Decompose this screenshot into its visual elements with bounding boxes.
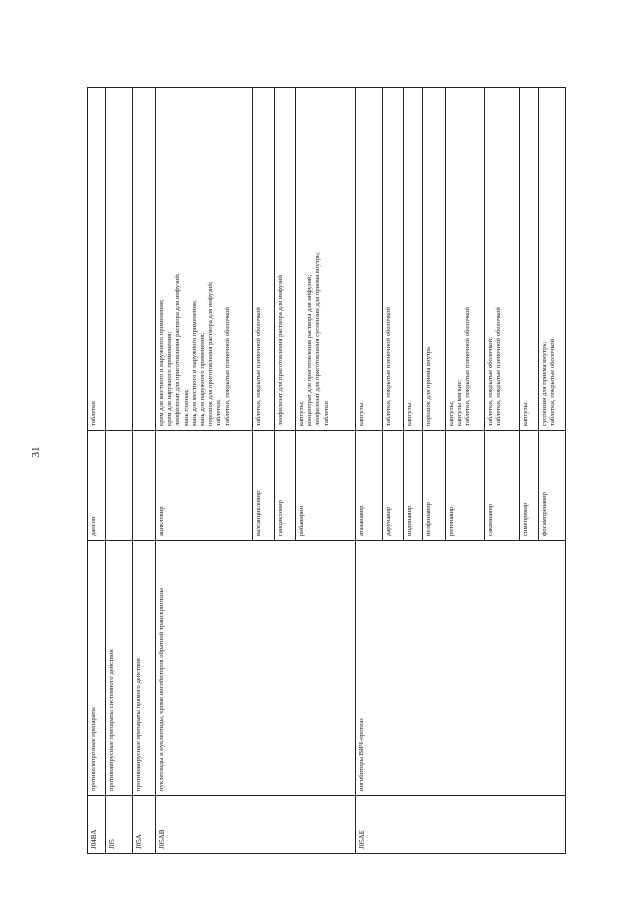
dosage-form-cell: таблетки, покрытые пленочной оболочкой — [383, 88, 404, 431]
inn-cell: фосампренавир — [539, 431, 566, 541]
atc-code-cell: J05 — [106, 796, 133, 854]
dosage-form-cell: порошок для приема внутрь — [423, 88, 446, 431]
dosage-form-cell: суспензия для приема внутрь; таблетки, покрытые оболочкой — [539, 88, 566, 431]
inn-cell: саквинавир — [485, 431, 520, 541]
inn-cell — [133, 431, 156, 541]
dosage-form-cell: таблетки, покрытые пленочной оболочкой — [253, 88, 275, 431]
dosage-form-cell — [133, 88, 156, 431]
inn-cell: нелфинавир — [423, 431, 446, 541]
dosage-form-cell: таблетки, покрытые оболочкой; таблетки, покрытые пленочной оболочкой — [485, 88, 520, 431]
page-number: 31 — [30, 446, 42, 458]
inn-cell: индинавир — [404, 431, 423, 541]
dosage-form-cell: капсулы; капсулы мягкие; таблетки, покрытые пленочной оболочкой — [446, 88, 485, 431]
table-row — [133, 88, 156, 854]
table-row — [106, 88, 133, 854]
inn-cell: дапсон — [88, 431, 106, 541]
inn-cell: рибавирин — [296, 431, 356, 541]
atc-code-cell: J05AE — [356, 796, 566, 854]
inn-cell: симепревир — [520, 431, 539, 541]
group-cell: ингибиторы ВИЧ-протеаз — [356, 541, 566, 796]
table-row — [156, 88, 253, 854]
rotated-table-wrapper — [87, 88, 557, 854]
dosage-form-cell: капсулы; концентрат для приготовления раствора для инфузий; лиофилизат для приготовления суспензии для приема внутрь; таблетки — [296, 88, 356, 431]
inn-cell: атазанавир — [356, 431, 383, 541]
dosage-form-cell: капсулы — [404, 88, 423, 431]
inn-cell: дарунавир — [383, 431, 404, 541]
table-row — [88, 88, 106, 854]
table-frame — [87, 88, 557, 854]
inn-cell: ацикловир — [156, 431, 253, 541]
dosage-form-cell: капсулы — [520, 88, 539, 431]
dosage-form-cell: крем для местного и наружного применения; крем для наружного применения; лиофилизат для приготовления раствора для инфузий; мазь глазная; мазь для местного и наружного применения; мазь для наружного применения; порошок для приготовления раствора для инфузий; таблетки; таблетки, покрытые пленочной оболочкой — [156, 88, 253, 431]
drug-classification-table — [87, 87, 566, 854]
group-cell: противовирусные препараты системного действия — [106, 541, 133, 796]
inn-cell: валганцикловир — [253, 431, 275, 541]
atc-code-cell: J05A — [133, 796, 156, 854]
table-row — [356, 88, 383, 854]
atc-code-cell: J04BA — [88, 796, 106, 854]
inn-cell — [106, 431, 133, 541]
atc-code-cell: J05AB — [156, 796, 356, 854]
group-cell: противовирусные препараты прямого действия — [133, 541, 156, 796]
inn-cell: ритонавир — [446, 431, 485, 541]
dosage-form-cell: таблетки — [88, 88, 106, 431]
dosage-form-cell: лиофилизат для приготовления раствора для инфузий — [275, 88, 296, 431]
dosage-form-cell — [106, 88, 133, 431]
group-cell: нуклеозиды и нуклеотиды, кроме ингибиторов обратной транскриптазы — [156, 541, 356, 796]
group-cell: противолепрозные препараты — [88, 541, 106, 796]
inn-cell: ганцикловир — [275, 431, 296, 541]
dosage-form-cell: капсулы — [356, 88, 383, 431]
